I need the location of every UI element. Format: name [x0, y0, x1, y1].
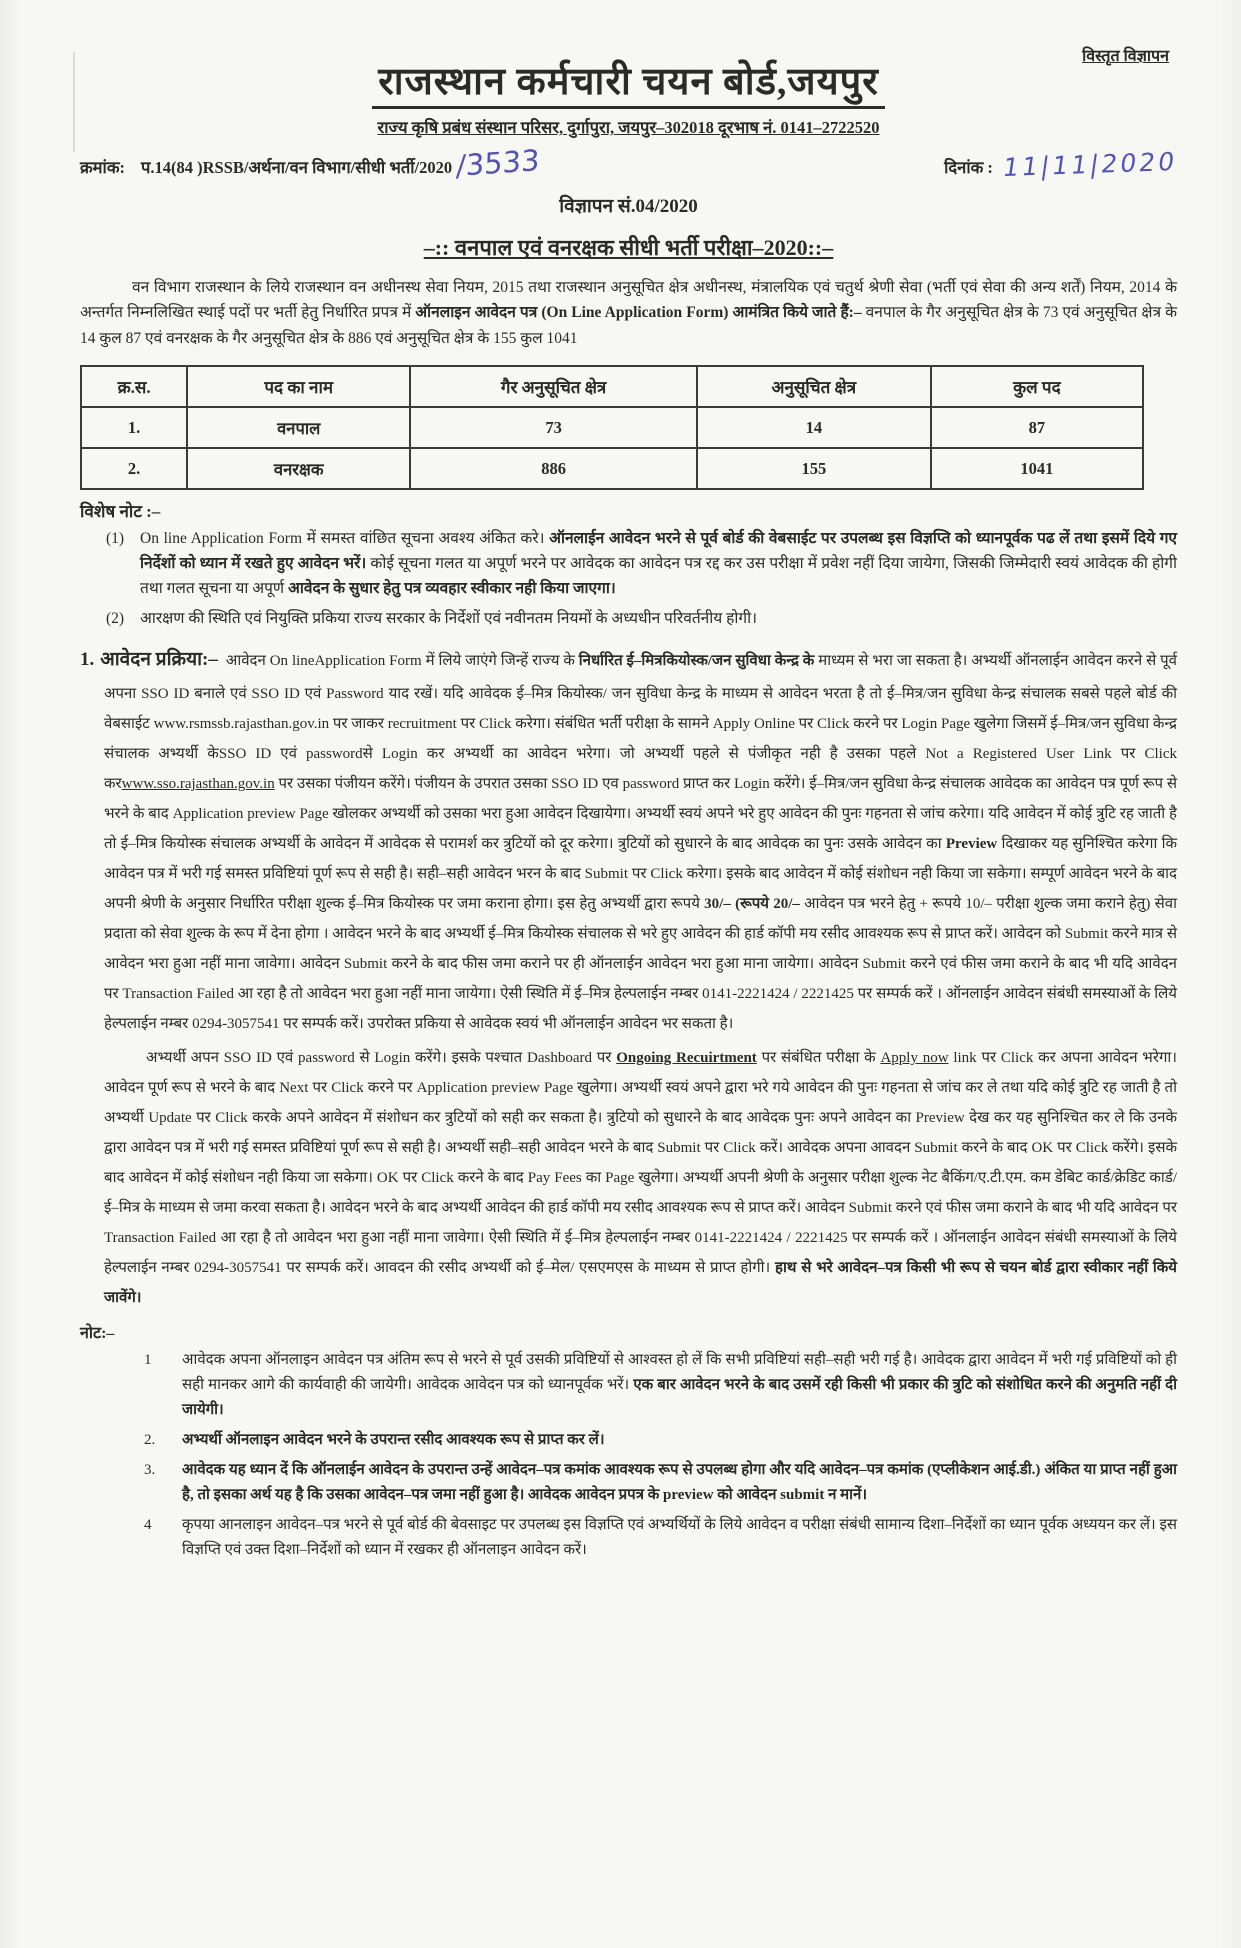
ref-number: प.14(84 )RSSB/अर्थना/वन विभाग/सीधी भर्ती/2020	[140, 158, 453, 177]
procedure-number: 1.	[80, 649, 95, 671]
col-total-posts: कुल पद	[931, 366, 1143, 407]
note-item-1-number: 1	[144, 1352, 152, 1369]
note-item-2-text: अभ्यर्थी ऑनलाइन आवेदन भरने के उपरान्त रसीद आवश्यक रूप से प्राप्त कर लें।	[182, 1432, 605, 1449]
note-item-1-text: आवेदक अपना ऑनलाइन आवेदन पत्र अंतिम रूप से भरने से पूर्व उसकी प्रविष्टियों से आश्वस्त हो लें कि सभी प्रविष्टियां सही–सही भरी गई है। आवेदक द्वारा आवेदन में भरी गई प्रविष्टियों को ही सही मानकर आगे की कार्यवाही की जायेगी। आवेदक आवेदन पत्र को ध्यानपूर्वक भरें। एक बार आवेदन भरने के बाद उसमें रही किसी भी प्रकार की त्रुटि को संशोधित करने की अनुमति नहीं दी जायेगी।	[182, 1352, 1177, 1419]
address-line: राज्य कृषि प्रबंध संस्थान परिसर, दुर्गापुरा, जयपुर–302018 दूरभाष नं. 0141–2722520	[377, 118, 880, 137]
ref-label: क्रमांक:	[80, 158, 125, 177]
special-note-item-1	[80, 527, 1177, 601]
note-item-3-text: आवेदक यह ध्यान दें कि ऑनलाईन आवेदन के उपरान्त उन्हें आवेदन–पत्र कमांक आवश्यक रूप से उपलब्ध होगा और यदि आवेदन–पत्र कमांक (एप्लीकेशन आई.डी.) अंकित या प्राप्त नहीं हुआ है, तो इसका अर्थ यह है कि उसका आवेदन–पत्र जमा नहीं हुआ है। आवेदक आवेदन प्रपत्र के preview को आवेदन submit न मानें।	[182, 1461, 1177, 1503]
special-note-item-1-text: On line Application Form में समस्त वांछित सूचना अवश्य अंकित करे। ऑनलाईन आवेदन भरने से पूर्व बोर्ड की वेबसाईट पर उपलब्ध इस विज्ञप्ति को ध्यानपूर्वक पढ लें तथा इसमें दिये गए निर्देशों को ध्यान में रखते हुए आवेदन भरें। कोई सूचना गलत या अपूर्ण भरने पर आवेदक का आवेदन पत्र रद्द कर उस परीक्षा में प्रवेश नहीं दिया जायेगा, जिसकी जिम्मेदारी स्वयं आवेदक की होगी तथा गलत सूचना या अपूर्ण आवेदन के सुधार हेतु पत्र व्यवहार स्वीकार नही किया जाएगा।	[140, 530, 1177, 597]
special-note-item-1-number: (1)	[106, 530, 125, 548]
col-serial: क्र.स.	[81, 366, 187, 407]
advertisement-number: विज्ञापन सं.04/2020	[559, 196, 698, 217]
note-item-2-number: 2.	[144, 1432, 156, 1449]
note-item-3-number: 3.	[144, 1461, 156, 1478]
table-row	[81, 448, 1143, 489]
note-item-1	[80, 1348, 1177, 1423]
vacancy-table	[80, 365, 1144, 490]
special-note-item-2-number: (2)	[106, 609, 125, 627]
date-handwritten: 11|11|2020	[1000, 146, 1179, 183]
date-label: दिनांक :	[944, 158, 993, 177]
note-item-3	[80, 1458, 1177, 1508]
table-cell: 155	[697, 448, 931, 489]
col-non-scheduled-area: गैर अनुसूचित क्षेत्र	[410, 366, 697, 407]
note-item-4-text: कृपया आनलाइन आवेदन–पत्र भरने से पूर्व बोर्ड की बेवसाइट पर उपलब्ध इस विज्ञप्ति एवं अभ्यर्थियों के लिये आवेदन व परीक्षा संबंधी सामान्य दिशा–निर्देशों का ध्यान पूर्वक अध्ययन कर लें। इस विज्ञप्ति एवं उक्त दिशा–निर्देशों को ध्यान में रखकर ही ऑनलाइन आवेदन करें।	[182, 1516, 1177, 1558]
special-note-item-2	[80, 607, 1177, 632]
table-cell: 14	[697, 407, 931, 448]
page-title: राजस्थान कर्मचारी चयन बोर्ड,जयपुर	[80, 54, 1177, 106]
special-note-item-2-text: आरक्षण की स्थिति एवं नियुक्ति प्रकिया राज्य सरकार के निर्देशों एवं नवीनतम नियमों के अध्यधीन परिवर्तनीय होगी।	[140, 609, 758, 627]
table-cell: 87	[931, 407, 1143, 448]
table-cell: वनपाल	[187, 407, 410, 448]
table-cell: 1.	[81, 407, 187, 448]
note-item-4	[80, 1513, 1177, 1563]
scan-artifact	[73, 52, 75, 152]
col-post-name: पद का नाम	[187, 366, 410, 407]
table-cell: 2.	[81, 448, 187, 489]
note-item-4-number: 4	[144, 1516, 152, 1533]
table-cell: 886	[410, 448, 697, 489]
special-note-heading: विशेष नोट :–	[80, 502, 161, 522]
procedure-heading: आवेदन प्रक्रिया:–	[100, 649, 218, 671]
table-row	[81, 407, 1143, 448]
table-cell: 1041	[931, 448, 1143, 489]
procedure-paragraph-2: अभ्यर्थी अपन SSO ID एवं password से Login करेंगे। इसके पश्चात Dashboard पर Ongoing Recuirtment पर संबंधित परीक्षा के Apply now link पर Click कर अपना आवेदन भरेगा। आवेदन पूर्ण रूप से भरने के बाद Next पर Click करने पर Application preview Page खुलेगा। अभ्यर्थी स्वयं अपने द्वारा भरे गये आवेदन की पुनः गहनता से जांच कर ले तथा यदि कोई त्रुटि रह जाती है तो अभ्यर्थी Update पर Click करके अपने आवेदन में संशोधन कर त्रुटियों को सही कर सकता है। त्रुटियो को सुधारने के बाद आवेदक पुनः अपने आवेदन का Preview देख कर यह सुनिश्चित कर ले कि उनके द्वारा आवेदन पत्र में भरी गई समस्त प्रविष्टियां पूर्ण रूप से सही है। अभ्यर्थी सही–सही आवेदन भरने के बाद Submit पर Click करें। आवेदक अपना आवदन Submit करने के बाद OK पर Click करेंगे। इसके बाद आवेदन में कोई संशोधन नही किया जा सकेगा। OK पर Click करने के बाद Pay Fees का Page खुलेगा। अभ्यर्थी अपनी श्रेणी के अनुसार परीक्षा शुल्क नेट बैकिंग/ए.टी.एम. कम डेबिट कार्ड/क्रेडिट कार्ड/ई–मित्र के माध्यम से जमा करवा सकता है। आवेदन भरने के बाद अभ्यर्थी आवेदन की हार्ड कॉपी मय रसीद आवश्यक रूप से प्राप्त करें। आवेदन Submit करने एवं फीस जमा कराने के बाद भी यदि आवेदन पर Transaction Failed आ रहा है तो आवेदन भरा हुआ नहीं माना जावेगा। ऐसी स्थिति में ई–मित्र हेल्पलाईन नम्बर 0141-2221424 / 2221425 पर सम्पर्क करें । ऑनलाईन आवेदन संबंधी समस्याओं के लिये हेल्पलाईन नम्बर 0294-3057541 पर सम्पर्क करें। आवदन की रसीद अभ्यर्थी को ई–मेल/ एसएमएस के माध्यम से प्राप्त होगी। हाथ से भरे आवेदन–पत्र किसी भी रूप से चयन बोर्ड द्वारा स्वीकार नहीं किये जावेंगे।	[104, 1050, 1177, 1307]
note-heading: नोट:–	[80, 1325, 115, 1343]
procedure-paragraph-1-text: आवेदन On lineApplication Form में लिये जाएंगे जिन्हें राज्य के निर्धारित ई–मित्रकियोस्क/जन सुविधा केन्द्र के माध्यम से भरा जा सकता है। अभ्यर्थी ऑनलाईन आवेदन करने से पूर्व अपना SSO ID बनाले एवं SSO ID एवं Password याद रखें। यदि आवेदक ई–मित्र कियोस्क/ जन सुविधा केन्द्र के माध्यम से आवेदन भरता है तो ई–मित्र/जन सुविधा केन्द्र संचालक सबसे पहले बोर्ड की वेबसाईट www.rsmssb.rajasthan.gov.in पर जाकर recruitment पर Click करेगा। संबंधित भर्ती परीक्षा के सामने Apply Online पर Click करने पर Login Page खुलेगा जिसमें ई–मित्र/जन सुविधा केन्द्र संचालक अभ्यर्थी केSSO ID एवं passwordसे Login कर अभ्यर्थी का आवेदन भरेगा। जो अभ्यर्थी पहले से पंजीकृत नही है उसका पहले Not a Registered User Link पर Click करwww.sso.rajasthan.gov.in पर उसका पंजीयन करेंगे। पंजीयन के उपरात उसका SSO ID एव password प्राप्त कर Login करेंगे। ई–मित्र/जन सुविधा केन्द्र संचालक आवेदक का आवेदन पत्र पूर्ण रूप से भरने के बाद Application preview Page खोलकर अभ्यर्थी को उसका भरा हुआ आवेदन दिखायेगा। अभ्यर्थी स्वयं अपने भरे हुए आवेदन की पुनः गहनता से जांच करेगा। यदि आवेदन में कोई त्रुटि रह जाती है तो ई–मित्र कियोस्क संचालक अभ्यर्थी के आवेदन में आवेदक से परामर्श कर त्रुटियों को दूर करेगा। त्रुटियों को सुधारने के बाद आवेदक का पुनः उसके आवेदन का Preview दिखाकर यह सुनिश्चित करेगा कि आवेदन पत्र में भरी गई समस्त प्रविष्टियां पूर्ण रूप से सही है। सही–सही आवेदन भरन के बाद Submit पर Click करेगा। इसके बाद आवेदन में कोई संशोधन नही किया जा सकेगा। सम्पूर्ण आवेदन भरने के बाद अपनी श्रेणी के अनुसार निर्धारित परीक्षा शुल्क ई–मित्र कियोस्क पर जमा कराना होगा। इस हेतु अभ्यर्थी द्वारा रूपये 30/– (रूपये 20/– आवेदन पत्र भरने हेतु + रूपये 10/– परीक्षा शुल्क जमा कराने हेतु) सेवा प्रदाता को सेवा शुल्क के रूप में देना होगा । आवेदन भरने के बाद अभ्यर्थी ई–मित्र कियोस्क संचालक से भरे हुए आवेदन की हार्ड कॉपी मय रसीद आवश्यक रूप से प्राप्त करें। आवेदन को Submit करने मात्र से आवेदन भरा हुआ नहीं माना जावेगा। आवेदन Submit करने के बाद फीस जमा कराने पर ही ऑनलाईन आवेदन भरा हुआ माना जायेगा। आवेदन Submit करने एवं फीस जमा कराने के बाद भी यदि आवेदन पर Transaction Failed आ रहा है तो आवेदन भरा हुआ नहीं माना जायेगा। ऐसी स्थिति में ई–मित्र हेल्पलाईन नम्बर 0141-2221424 / 2221425 पर सम्पर्क करें । ऑनलाईन आवेदन संबंधी समस्याओं के लिये हेल्पलाईन नम्बर 0294-3057541 पर सम्पर्क करें। उपरोक्त प्रकिया से आवेदक स्वयं भी ऑनलाईन आवेदन भर सकता है।	[104, 653, 1178, 1033]
exam-heading: –:: वनपाल एवं वनरक्षक सीधी भर्ती परीक्षा–2020::–	[423, 235, 834, 260]
table-cell: 73	[410, 407, 697, 448]
table-cell: वनरक्षक	[187, 448, 410, 489]
col-scheduled-area: अनुसूचित क्षेत्र	[697, 366, 931, 407]
procedure-paragraph-1	[80, 641, 1178, 1039]
ref-number-handwritten: /3533	[455, 143, 541, 183]
corner-label: विस्तृत विज्ञापन	[1082, 48, 1169, 65]
reference-row	[80, 143, 1179, 183]
table-header-row	[81, 366, 1143, 407]
note-item-2	[80, 1428, 1177, 1453]
intro-paragraph: वन विभाग राजस्थान के लिये राजस्थान वन अधीनस्थ सेवा नियम, 2015 तथा राजस्थान अनुसूचित क्षेत्र अधीनस्थ, मंत्रालयिक एवं चतुर्थ श्रेणी सेवा (भर्ती एवं सेवा की अन्य शर्तें) नियम, 2014 के अन्तर्गत निम्नलिखित स्थाई पदों पर भर्ती हेतु निर्धारित प्रपत्र में ऑनलाइन आवेदन पत्र (On Line Application Form) आमंत्रित किये जाते हैं:– वनपाल के गैर अनुसूचित क्षेत्र के 73 एवं अनुसूचित क्षेत्र के 14 कुल 87 एवं वनरक्षक के गैर अनुसूचित क्षेत्र के 886 एवं अनुसूचित क्षेत्र के 155 कुल 1041	[80, 279, 1177, 347]
